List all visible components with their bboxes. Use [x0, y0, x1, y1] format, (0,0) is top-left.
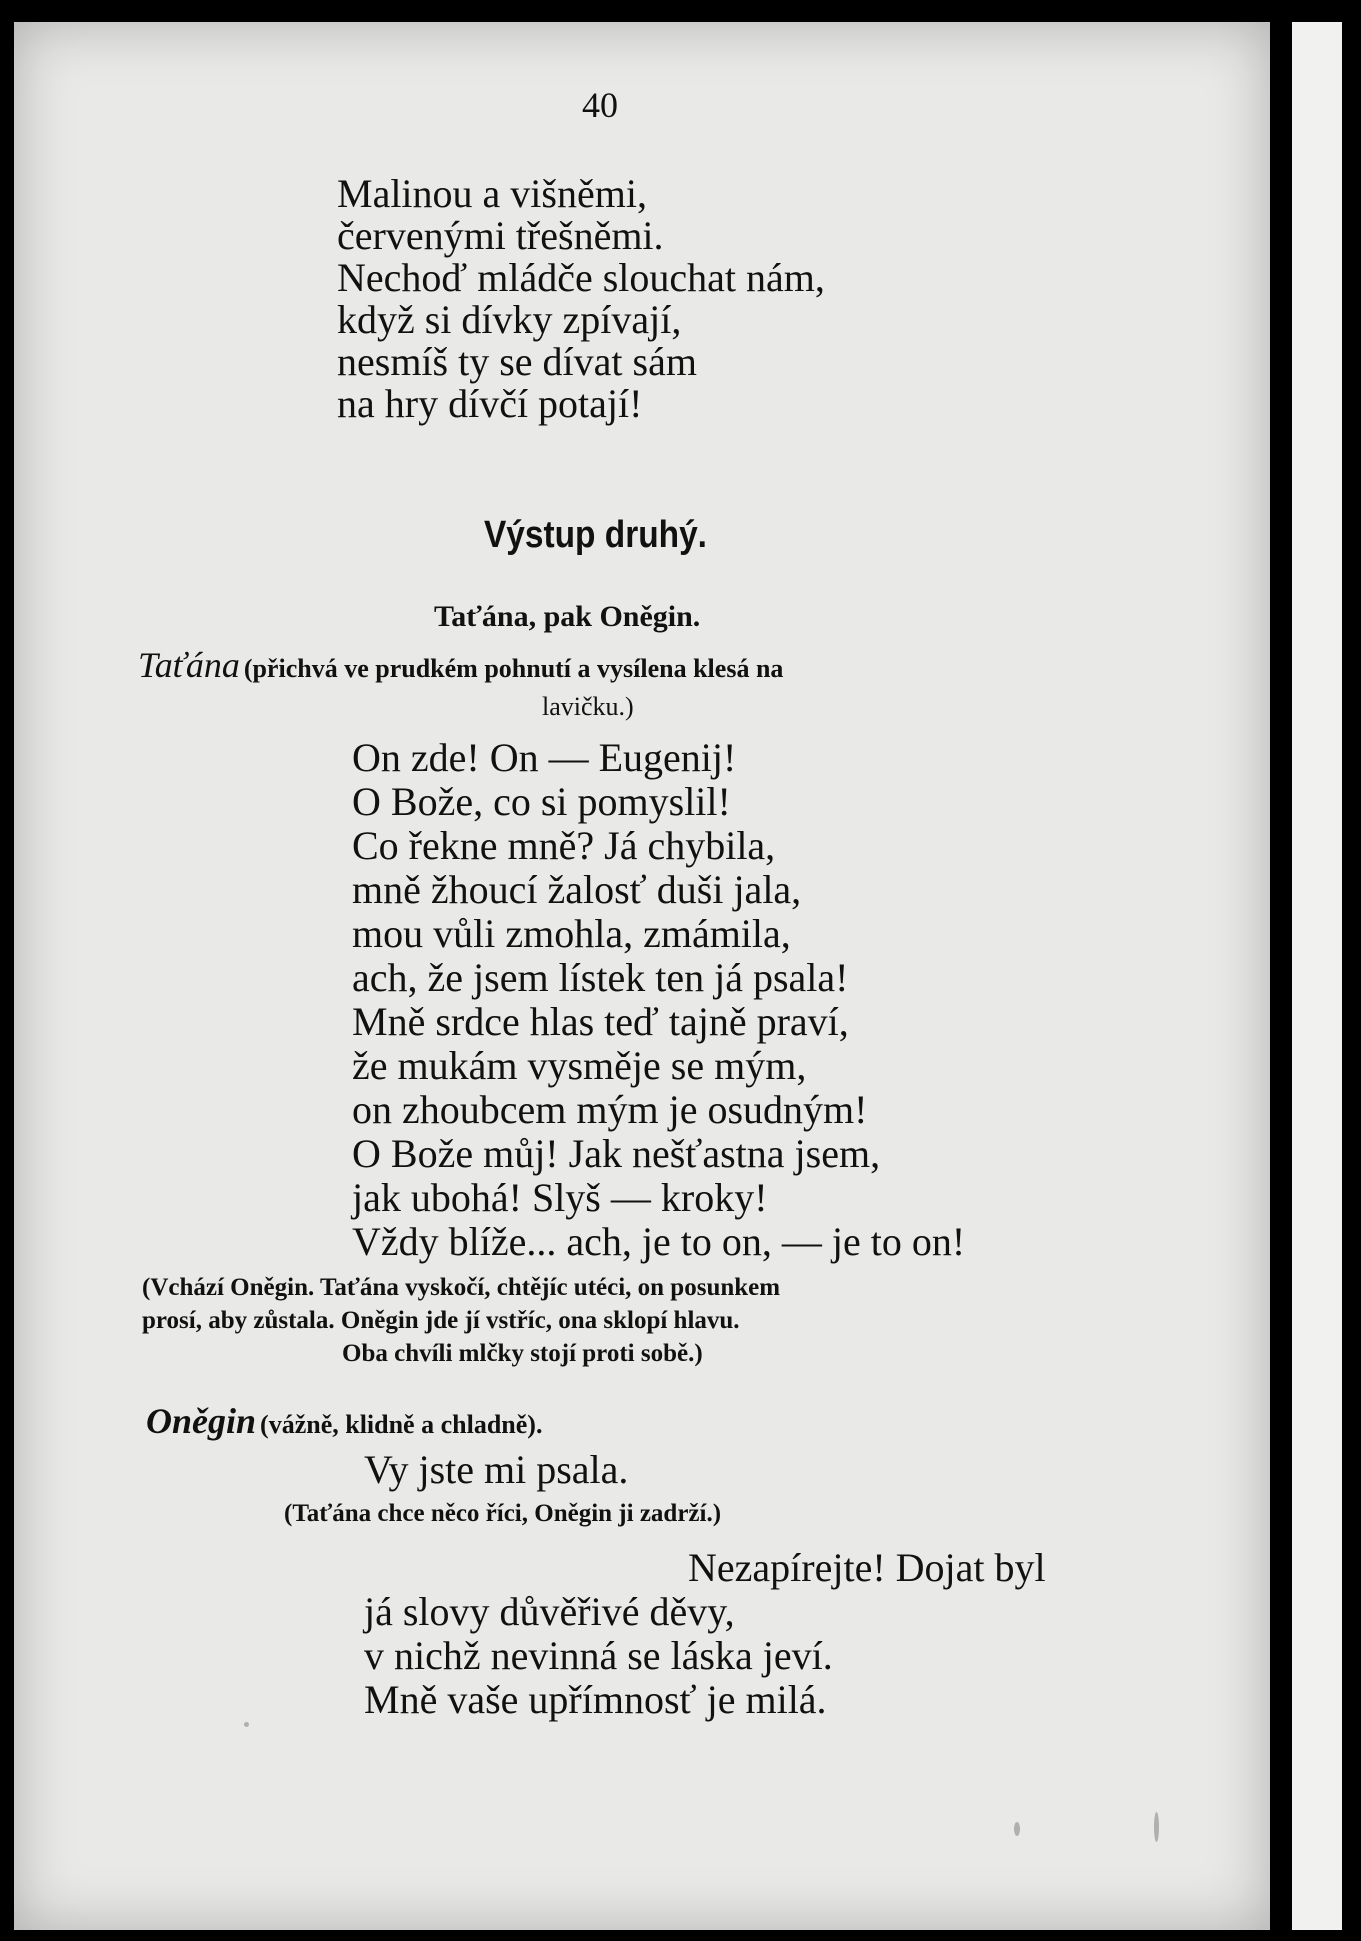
stage-direction: (Taťána chce něco říci, Oněgin ji zadrží.) — [284, 1500, 722, 1527]
verse-line: Co řekne mně? Já chybila, — [352, 823, 776, 868]
cast-line: Taťána, pak Oněgin. — [434, 600, 701, 633]
stage-direction: (přichvá ve prudkém pohnutí a vysílena klesá na — [243, 654, 784, 683]
speaker-line-tatana — [138, 644, 783, 686]
verse-line: Vy jste mi psala. — [364, 1447, 629, 1492]
verse-line: mně žhoucí žalosť duši jala, — [352, 867, 802, 912]
verse-line: v nichž nevinná se láska jeví. — [364, 1633, 833, 1678]
verse-line: nesmíš ty se dívat sám — [337, 339, 697, 384]
verse-line: když si dívky zpívají, — [337, 297, 682, 342]
verse-line: O Bože, co si pomyslil! — [352, 779, 731, 824]
verse-line: že mukám vysměje se mým, — [352, 1043, 807, 1088]
scan-speck — [1154, 1812, 1159, 1842]
book-page — [14, 22, 1270, 1930]
verse-line: ach, že jsem lístek ten já psala! — [352, 955, 849, 1000]
verse-line: Nechoď mládče slouchat nám, — [337, 255, 825, 300]
verse-line: červenými třešněmi. — [337, 213, 664, 258]
verse-line: mou vůli zmohla, zmámila, — [352, 911, 791, 956]
speaker-name: Oněgin — [146, 1401, 257, 1441]
verse-line: já slovy důvěřivé děvy, — [364, 1589, 735, 1634]
stage-direction: Oba chvíli mlčky stojí proti sobě.) — [342, 1340, 703, 1367]
scan-speck — [1014, 1822, 1020, 1836]
scene-heading: Výstup druhý. — [484, 514, 707, 556]
verse-line: Mně vaše upřímnosť je milá. — [364, 1677, 827, 1722]
verse-line: na hry dívčí potají! — [337, 381, 643, 426]
stage-direction: (vážně, klidně a chladně). — [260, 1410, 543, 1439]
stage-direction: prosí, aby zůstala. Oněgin jde jí vstříc, ona sklopí hlavu. — [142, 1307, 740, 1334]
speaker-line-onegin — [146, 1400, 542, 1442]
stage-direction: (Vchází Oněgin. Taťána vyskočí, chtějíc utéci, on posunkem — [142, 1274, 781, 1301]
verse-line: On zde! On — Eugenij! — [352, 735, 737, 780]
next-page-edge — [1292, 22, 1342, 1930]
page-number: 40 — [582, 85, 618, 125]
verse-line: Nezapírejte! Dojat byl — [688, 1545, 1046, 1590]
verse-line: jak ubohá! Slyš — kroky! — [352, 1175, 768, 1220]
stage-direction: lavičku.) — [542, 692, 634, 721]
verse-line: O Bože můj! Jak nešťastna jsem, — [352, 1131, 881, 1176]
verse-line: Vždy blíže... ach, je to on, — je to on! — [352, 1219, 966, 1264]
scan-speck — [244, 1722, 249, 1727]
verse-line: Malinou a višněmi, — [337, 171, 647, 216]
speaker-name: Taťána — [138, 645, 240, 685]
verse-line: Mně srdce hlas teď tajně praví, — [352, 999, 849, 1044]
verse-line: on zhoubcem mým je osudným! — [352, 1087, 868, 1132]
